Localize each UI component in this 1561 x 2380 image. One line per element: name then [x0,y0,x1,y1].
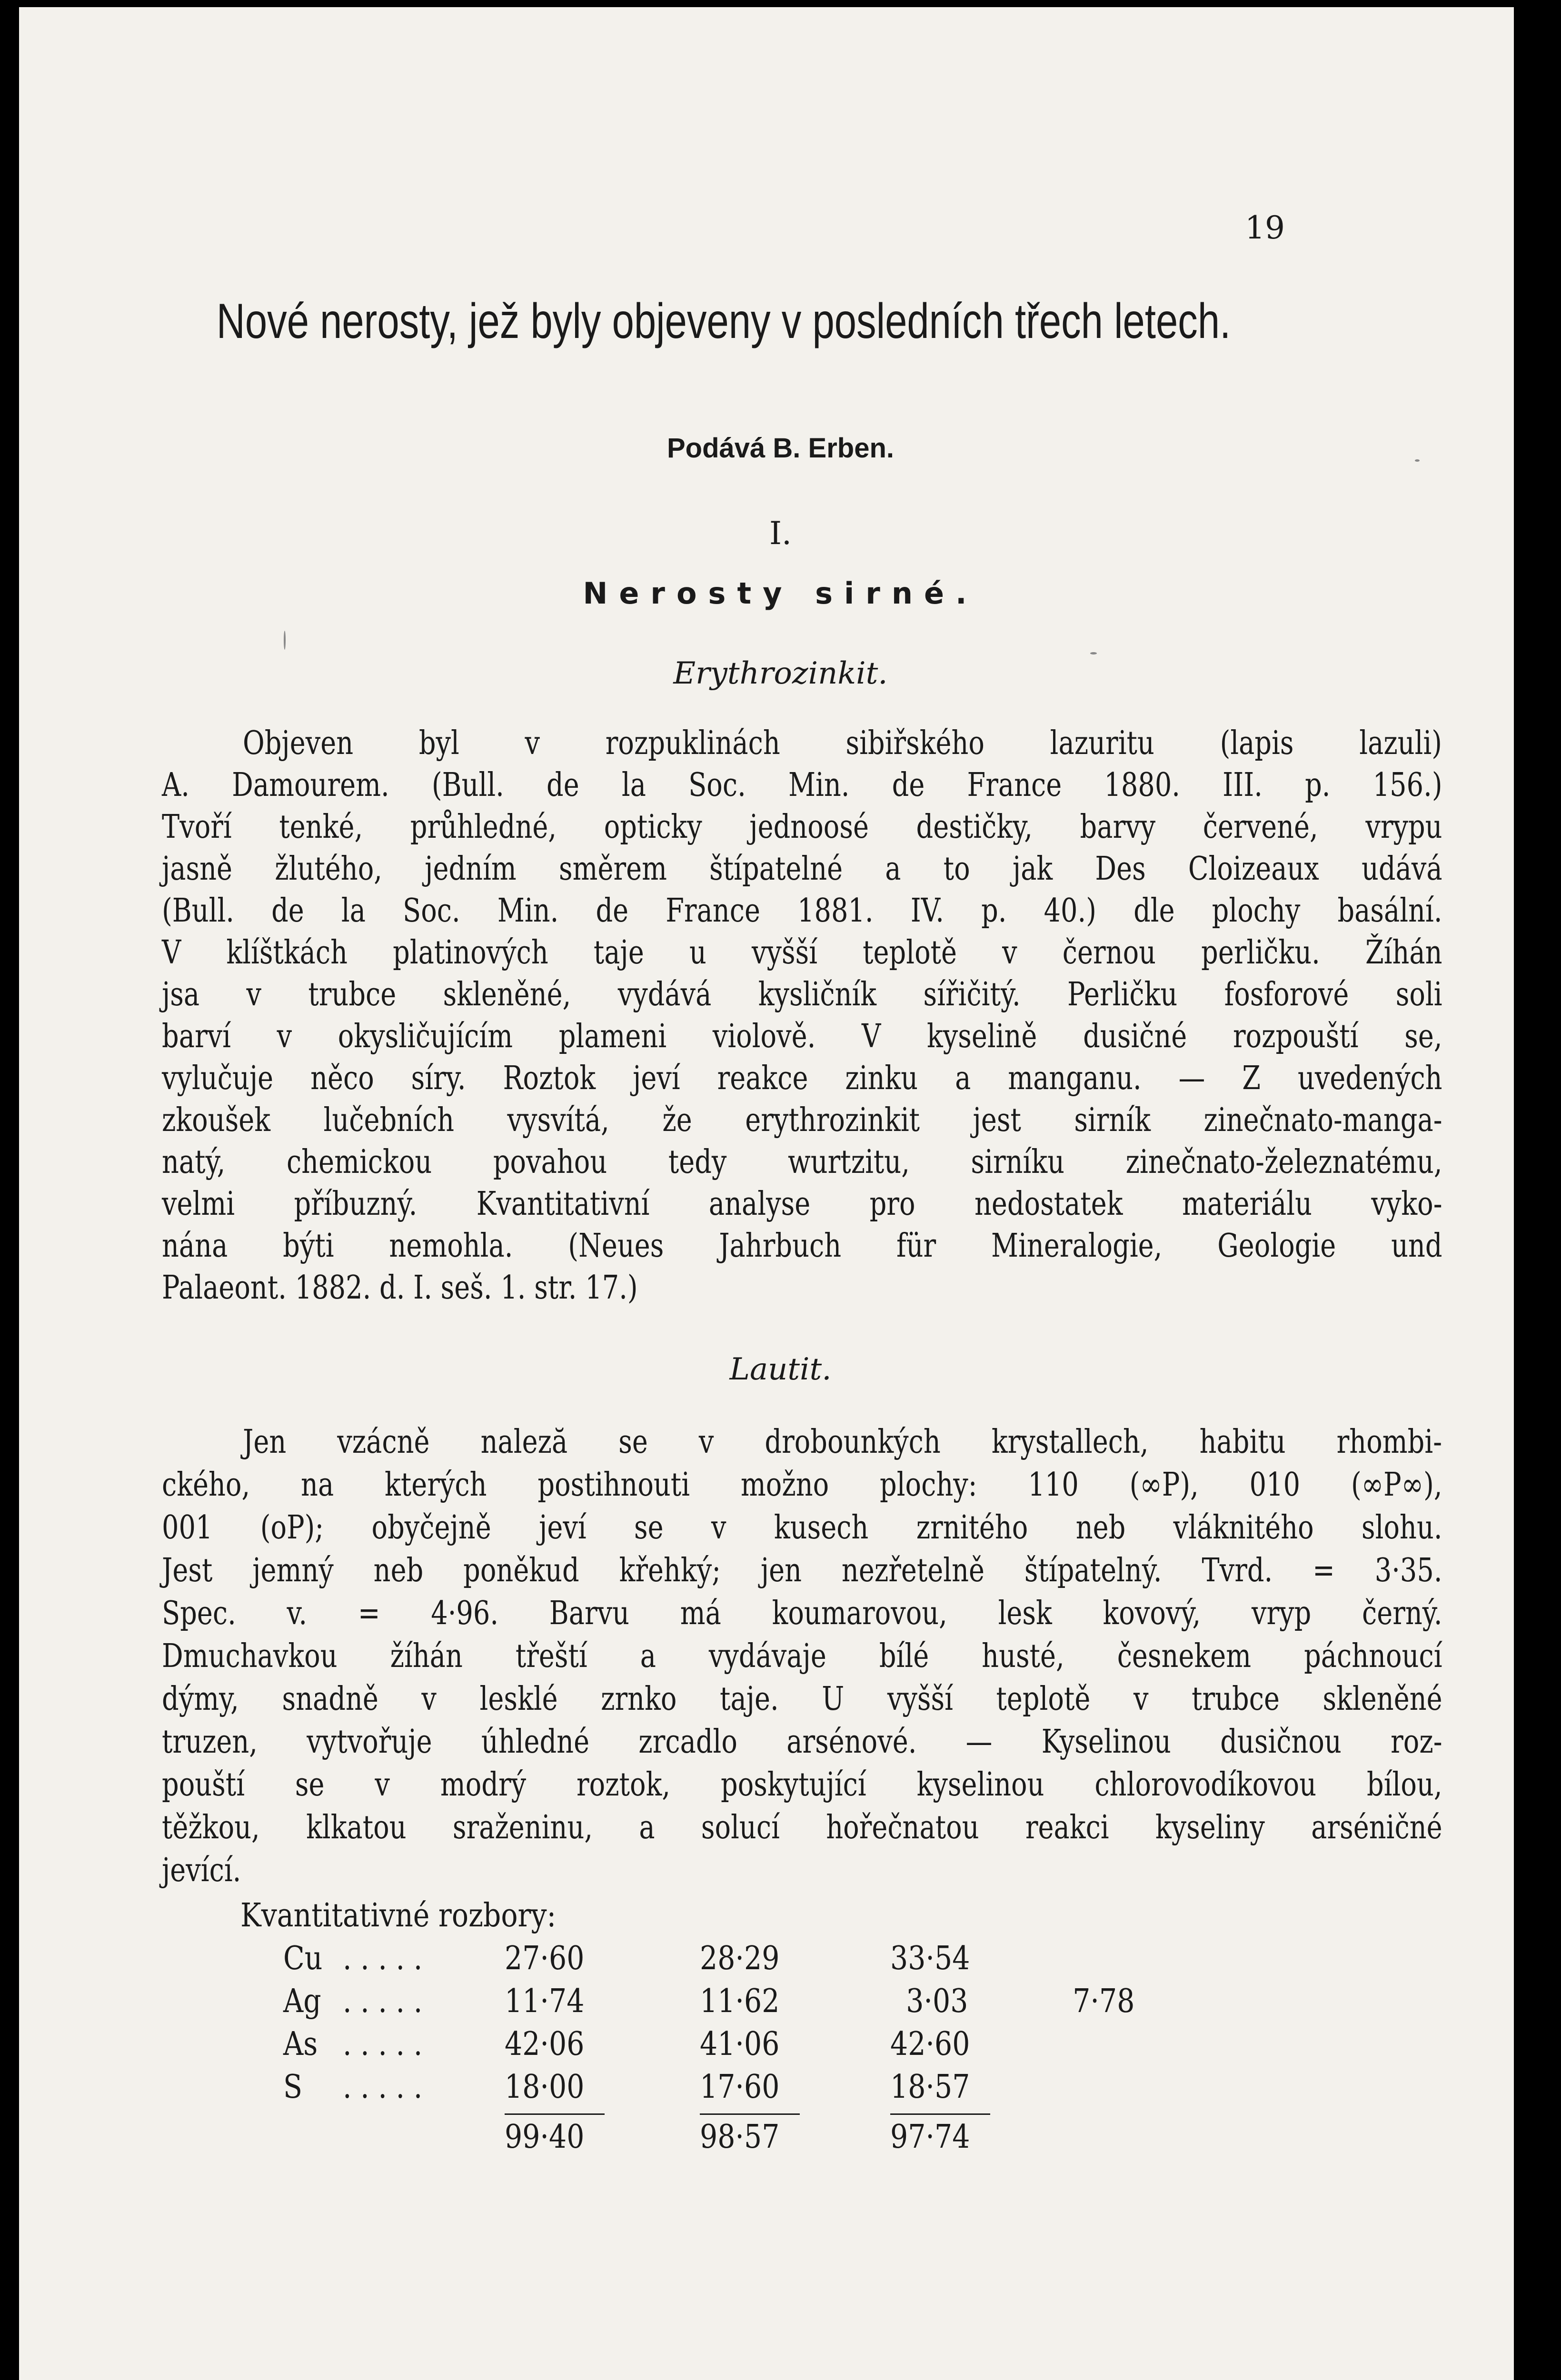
leader-dots: . . . . . [343,2068,423,2106]
text-line: ckého, na kterých postihnouti možno plochy: 110 (∞P), 010 (∞P∞), [162,1466,1442,1504]
value-col-3: 18·57 [890,2068,970,2106]
byline: Podává B. Erben. [666,433,895,464]
text-line: Jest jemný neb poněkud křehký; jen nezřetelně štípatelný. Tvrd. = 3·35. [162,1552,1442,1589]
section-heading: Nerosty sirné. [583,576,978,611]
element-symbol: As [283,2025,318,2063]
value-col-1: 42·06 [505,2025,585,2063]
text-line: jsa v trubce skleněné, vydává kysličník sířičitý. Perličku fosforové soli [162,976,1442,1013]
total-col-1: 99·40 [505,2118,585,2156]
value-col-2: 28·29 [700,1940,780,1977]
text-line: A. Damourem. (Bull. de la Soc. Min. de France 1880. III. p. 156.) [162,766,1442,804]
value-col-1: 18·00 [505,2068,585,2106]
text-line: natý, chemickou povahou tedy wurtzitu, sirníku zinečnato-železnatému, [162,1143,1442,1181]
text-line: velmi příbuzný. Kvantitativní analyse pro nedostatek materiálu vyko- [162,1185,1442,1223]
text-line: Spec. v. = 4·96. Barvu má koumarovou, lesk kovový, vryp černý. [162,1595,1442,1632]
text-line: Tvoří tenké, průhledné, opticky jednoosé destičky, barvy červené, vrypu [162,808,1442,846]
text-line: barví v okysličujícím plameni violově. V kyselině dusičné rozpouští se, [162,1018,1442,1055]
text-line: zkoušek lučebních vysvítá, že erythrozinkit jest sirník zinečnato-manga- [162,1101,1442,1139]
text-line: Dmuchavkou žíhán třeští a vydávaje bílé husté, česnekem páchnoucí [162,1637,1442,1675]
text-line: V klíštkách platinových taje u vyšší teplotě v černou perličku. Žíhán [162,934,1442,972]
total-col-2: 98·57 [700,2118,780,2156]
leader-dots: . . . . . [343,1940,423,1977]
element-symbol: S [283,2068,303,2106]
value-col-2: 41·06 [700,2025,780,2063]
article-title: Nové nerosty, jež byly objeveny v posledních třech letech. [216,294,1231,349]
text-line: Palaeont. 1882. d. I. seš. 1. str. 17.) [162,1269,638,1307]
specks [1090,652,1097,654]
text-line: 001 (oP); obyčejně jeví se v kusech zrnitého neb vláknitého slohu. [162,1509,1442,1547]
leader-dots: . . . . . [343,2025,423,2063]
total-rule [700,2113,800,2115]
text-line: nána býti nemohla. (Neues Jahrbuch für Mineralogie, Geologie und [162,1227,1442,1265]
value-col-3: 3·03 [906,1983,968,2020]
value-col-4: 7·78 [1073,1983,1135,2020]
page-number: 19 [1245,209,1285,246]
text-line: pouští se v modrý roztok, poskytující kyselinou chlorovodíkovou bílou, [162,1766,1442,1804]
value-col-1: 27·60 [505,1940,585,1977]
total-rule [890,2113,990,2115]
text-line: jasně žlutého, jedním směrem štípatelné a to jak Des Cloizeaux udává [162,850,1442,888]
text-line: Jen vzácně naleză se v drobounkých krystallech, habitu rhombi- [243,1423,1442,1461]
value-col-3: 42·60 [890,2025,970,2063]
text-line: truzen, vytvořuje úhledné zrcadlo arsénové. — Kyselinou dusičnou roz- [162,1723,1442,1761]
element-symbol: Ag [283,1983,321,2020]
text-line: těžkou, klkatou sraženinu, a solucí hořečnatou reakci kyseliny arséničné [162,1809,1442,1846]
mineral-heading-erythrozinkit: Erythrozinkit. [673,656,888,691]
text-line: jevící. [162,1852,241,1889]
mineral-heading-lautit: Lautit. [729,1352,832,1387]
value-col-3: 33·54 [890,1940,970,1977]
value-col-2: 11·62 [700,1983,780,2020]
leader-dots: . . . . . [343,1983,423,2020]
analysis-heading: Kvantitativné rozbory: [240,1897,557,1934]
text-line: (Bull. de la Soc. Min. de France 1881. IV. p. 40.) dle plochy basální. [162,892,1442,930]
text-line: vylučuje něco síry. Roztok jeví reakce zinku a manganu. — Z uvedených [162,1060,1442,1097]
text-line: dýmy, snadně v lesklé zrnko taje. U vyšší teplotě v trubce skleněné [162,1680,1442,1718]
text-line: Objeven byl v rozpuklinách sibiřského lazuritu (lapis lazuli) [243,724,1442,762]
part-number: I. [769,515,792,552]
specks [284,631,286,650]
total-rule [505,2113,605,2115]
total-col-3: 97·74 [890,2118,970,2156]
element-symbol: Cu [283,1940,323,1977]
value-col-1: 11·74 [505,1983,585,2020]
value-col-2: 17·60 [700,2068,780,2106]
